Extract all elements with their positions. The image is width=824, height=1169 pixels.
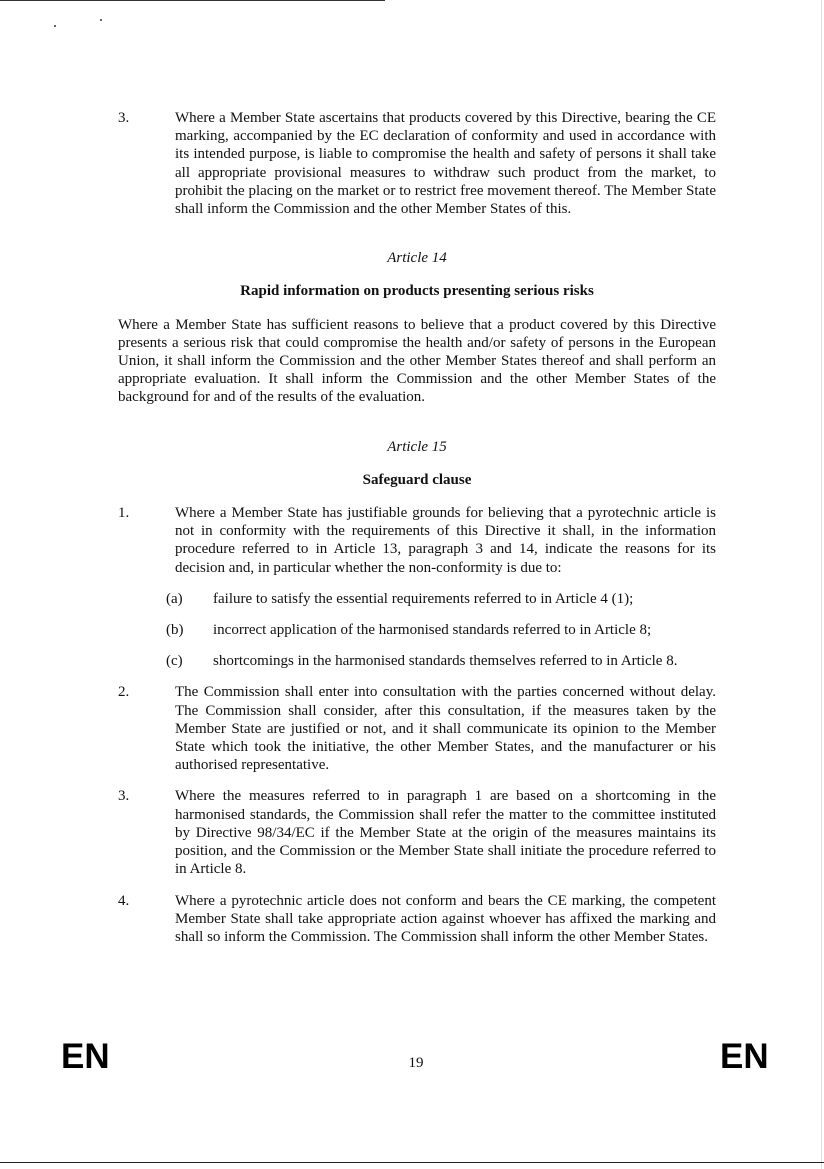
scan-bottom-rule (0, 1162, 824, 1163)
scan-right-edge (821, 0, 822, 1169)
list-item-label: (b) (166, 622, 184, 639)
list-item (166, 621, 716, 639)
list-item-label: (c) (166, 653, 183, 670)
article-14-text: Where a Member State has sufficient reasons to believe that a product covered by this Directive presents a serious risk that could compromise the health and/or safety of persons in the European Union, it shall inform the Commission and the other Member States thereof and shall perform an appropriate evaluation. It shall inform the Commission and the other Member States of the background for and of the results of the evaluation. (118, 316, 716, 406)
scan-top-rule (0, 0, 385, 1)
article-15-paragraph-2 (118, 683, 716, 774)
paragraph-number: 2. (118, 684, 130, 701)
article-13-paragraph-3 (118, 109, 716, 218)
article-14-title: Article 14 (387, 250, 447, 267)
paragraph-number: 1. (118, 505, 130, 522)
list-item-text: shortcomings in the harmonised standards themselves referred to in Article 8. (213, 653, 678, 670)
article-15-paragraph-4 (118, 892, 716, 947)
footer-language-left: EN (61, 1037, 110, 1076)
paragraph-number: 4. (118, 892, 130, 909)
footer-language-right: EN (720, 1037, 769, 1076)
paragraph-number: 3. (118, 788, 130, 805)
document-body (118, 109, 716, 946)
article-14-heading: Rapid information on products presenting serious risks (240, 283, 594, 300)
paragraph-text: The Commission shall enter into consultation with the parties concerned without delay. The Commission shall consider, after this consultation, if the measures taken by the Member State are justified or not, and it shall communicate its opinion to the Member State which took the initiative, the other Member States, and the manufacturer or his authorised representative. (175, 684, 716, 774)
paragraph-text: Where the measures referred to in paragraph 1 are based on a shortcoming in the harmonised standards, the Commission shall refer the matter to the committee instituted by Directive 98/34/EC if the Member State at the origin of the measures maintains its position, and the Commission or the Member State shall initiate the procedure referred to in Article 8. (175, 788, 716, 878)
paragraph-number: 3. (118, 110, 130, 126)
paragraph-text: Where a pyrotechnic article does not conform and bears the CE marking, the competent Member State shall take appropriate action against whoever has affixed the marking and shall so inform the Commission. The Commission shall inform the other Member States. (175, 892, 716, 945)
list-item (166, 652, 716, 670)
paragraph-text: Where a Member State ascertains that products covered by this Directive, bearing the CE marking, accompanied by the EC declaration of conformity and used in accordance with its intended purpose, is liable to compromise the health and safety of persons it shall take all appropriate provisional measures to withdraw such product from the market, to prohibit the placing on the market or to restrict free movement thereof. The Member State shall inform the Commission and the other Member States of this. (175, 110, 716, 218)
paragraph-text: Where a Member State has justifiable grounds for believing that a pyrotechnic article is not in conformity with the requirements of this Directive it shall, in the information procedure referred to in Article 13, paragraph 3 and 14, indicate the reasons for its decision and, in particular whether the non-conformity is due to: (175, 505, 716, 576)
article-15-paragraph-3 (118, 787, 716, 878)
article-15-heading: Safeguard clause (362, 471, 472, 488)
article-15-paragraph-1 (118, 504, 716, 577)
scan-speck (100, 19, 102, 21)
article-15-title: Article 15 (387, 438, 447, 455)
article-15-paragraph-1-list (166, 590, 716, 671)
list-item-text: incorrect application of the harmonised standards referred to in Article 8; (213, 622, 652, 639)
list-item (166, 590, 716, 608)
list-item-text: failure to satisfy the essential requirements referred to in Article 4 (1); (213, 590, 634, 607)
scan-speck (54, 25, 56, 27)
footer-page-number: 19 (408, 1055, 424, 1071)
list-item-label: (a) (166, 590, 183, 607)
